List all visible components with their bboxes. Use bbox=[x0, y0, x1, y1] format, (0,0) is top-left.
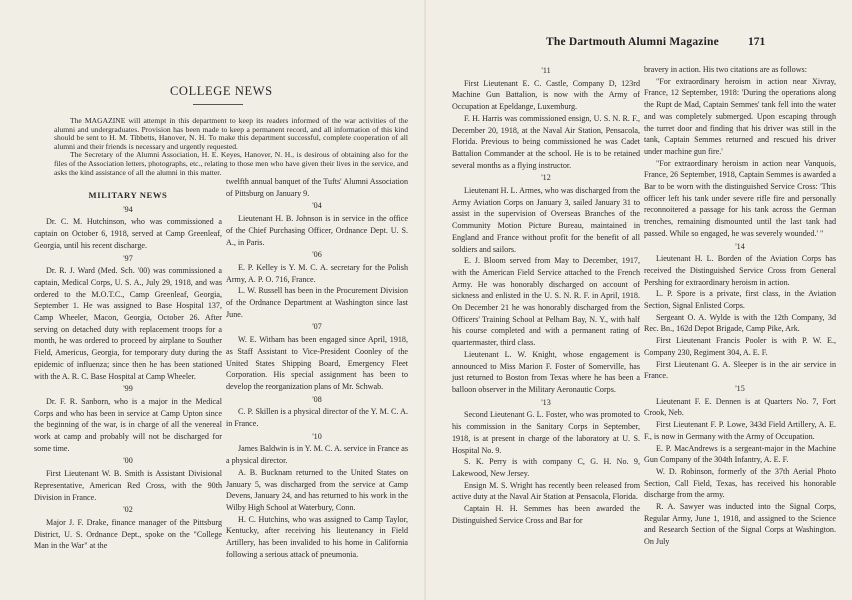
news-item: Lieutenant H. L. Armes, who was discharged from the Army Aviation Corps on January 3, sailed January 31 to assist in the supervision of Overseas Branches of the Community Motion Picture Bureau, maintained in England and France without profit for the benefit of all soldiers and sailors. bbox=[452, 186, 640, 254]
class-year: '15 bbox=[735, 383, 745, 393]
news-item: F. H. Harris was commissioned ensign, U. S. N. R. F., December 20, 1918, at the Naval Air Station, Pensacola, Florida. Previous to being commissioned he was Cadet Battalion Commander at the school. He is to be retained several months as a flying instructor. bbox=[452, 113, 640, 170]
news-item: Captain H. H. Semmes has been awarded the Distinguished Service Cross and Bar for bbox=[452, 504, 640, 525]
news-item: James Baldwin is in Y. M. C. A. service in France as a physical director. bbox=[226, 444, 408, 466]
news-item: Lieutenant H. L. Borden of the Aviation Corps has received the Distinguished Service Cross from General Pershing for extraordinary heroism in action. bbox=[644, 254, 836, 287]
class-year: '10 bbox=[312, 431, 322, 441]
citation-quote: "For extraordinary heroism in action near Vanquois, France, 26 September, 1918, Captain Semmes is awarded a Bar to be worn with the distinguished Service Cross: 'This officer left his tank under severe rifle fire and personally reconnoitered a passage for his tank across the German trenches, remaining dismounted until the last tank had passed. While so engaged, he was severely wounded.' " bbox=[644, 158, 836, 238]
news-item: A. B. Bucknam returned to the United States on January 5, was discharged from the service at Camp Devens, January 24, and has returned to his work in the Wilby High School at Waterbury, Conn. bbox=[226, 467, 408, 512]
magazine-title: The Dartmouth Alumni Magazine bbox=[546, 36, 719, 48]
class-year: '94 bbox=[123, 204, 133, 214]
news-item: Lieutenant F. E. Dennen is at Quarters No. 7, Fort Crook, Neb. bbox=[644, 396, 836, 418]
left-column-1 bbox=[34, 190, 222, 552]
news-item-continued: bravery in action. His two citations are as follows: bbox=[644, 65, 807, 74]
news-item: Major J. F. Drake, finance manager of the Pittsburg District, U. S. Ordnance Dept., spoke on the "College Man in the War" at the bbox=[34, 517, 222, 551]
intro-notice bbox=[54, 117, 408, 177]
news-item-continued: twelfth annual banquet of the Tufts' Alumni Association of Pittsburg on January 9. bbox=[226, 177, 408, 198]
news-item: First Lieutenant G. A. Sleeper is in the air service in France. bbox=[644, 359, 836, 381]
right-column-2 bbox=[644, 64, 836, 548]
citation-quote: "For extraordinary heroism in action near Xivray, France, 12 September, 1918: 'During the operations along the Rupt de Mad, Captain Semmes' tank fell into the water and was completely submerged. Upon escaping through the turret door and finding that his driver was still in the tank, Captain Semmes returned and rescued his driver under machine gun fire.' bbox=[644, 76, 836, 156]
class-year: '00 bbox=[123, 456, 133, 466]
news-item: E. P. Kelley is Y. M. C. A. secretary for the Polish Army, A. P. O. 716, France. bbox=[226, 262, 408, 284]
class-year: '02 bbox=[123, 505, 133, 515]
news-item: First Lieutenant W. B. Smith is Assistant Divisional Representative, American Red Cross, with the 90th Division in France. bbox=[34, 469, 222, 502]
news-item: Second Lieutenant G. L. Foster, who was promoted to his commission in the Sanitary Corps in September, 1918, is at present in charge of the laboratory at U. S. Hospital No. 9. bbox=[452, 410, 640, 455]
news-item: C. P. Skillen is a physical director of the Y. M. C. A. in France. bbox=[226, 407, 408, 429]
news-item: W. E. Witham has been engaged since April, 1918, as Staff Assistant to Vice-President Coonley of the United States Shipping Board, Emergency Fleet Corporation. His special assignment has been to develop the reorganization plans of Mr. Schwab. bbox=[226, 335, 408, 391]
page-number: 171 bbox=[748, 36, 766, 48]
news-item: Sergeant O. A. Wylde is with the 12th Company, 3d Rec. Bn., 162d Depot Brigade, Camp Pike, Ark. bbox=[644, 312, 836, 334]
news-item: First Lieutenant F. P. Lowe, 343d Field Artillery, A. E. F., is now in Germany with the Army of Occupation. bbox=[644, 420, 836, 441]
left-page bbox=[0, 0, 424, 600]
news-item: Dr. F. R. Sanborn, who is a major in the Medical Corps and who has been in service at Camp Upton since the beginning of the war, is in charge of all the venereal work at camp and probably will not be discharged for some time. bbox=[34, 396, 222, 453]
news-item: W. D. Robinson, formerly of the 37th Aerial Photo Section, Call Field, Texas, has received his honorable discharge from the army. bbox=[644, 466, 836, 500]
right-column-1 bbox=[452, 64, 640, 526]
class-year: '99 bbox=[123, 384, 133, 394]
class-year: '08 bbox=[312, 394, 322, 404]
class-year: '13 bbox=[541, 397, 551, 407]
section-title: COLLEGE NEWS bbox=[170, 84, 273, 98]
news-item: First Lieutenant Francis Pooler is with P. W. E., Company 230, Regiment 304, A. E. F. bbox=[644, 336, 836, 357]
news-item: First Lieutenant E. C. Castle, Company D, 123rd Machine Gun Battalion, is now with the Army of Occupation at Epeldange, Luxemburg. bbox=[452, 78, 640, 112]
class-year: '11 bbox=[541, 66, 551, 75]
news-item: R. A. Sawyer was inducted into the Signal Corps, Regular Army, June 1, 1918, and assigned to the Science and Research Section of the Signal Corps at Washington. On July bbox=[644, 502, 836, 547]
news-item: H. C. Hutchins, who was assigned to Camp Taylor, Kentucky, after receiving his lieutenancy in Field Artillery, has been invalided to his home in California following a serious attack of pneumonia. bbox=[226, 514, 408, 559]
news-item: E. J. Bloom served from May to December, 1917, with the American Field Service attached to the French Army. He was honorably discharged on account of sickness and enlisted in the U. S. N. R. F. in April, 1918. On December 21 he was honorably discharged from the Officers' Training School at Pelham Bay, N. Y., with half his course completed and with a permanent rating of quartermaster, third class. bbox=[452, 256, 640, 348]
news-item: Lieutenant H. B. Johnson is in service in the office of the Chief Purchasing Officer, Ordnance Dept. U. S. A., in Paris. bbox=[226, 214, 408, 247]
class-year: '07 bbox=[312, 322, 322, 332]
news-item: L. W. Russell has been in the Procurement Division of the Ordnance Department at Washington since last June. bbox=[226, 286, 408, 319]
class-year: '12 bbox=[541, 173, 551, 183]
right-page bbox=[426, 0, 852, 600]
news-item: L. P. Spore is a private, first class, in the Aviation Section, Signal Enlisted Corps. bbox=[644, 289, 836, 311]
class-year: '06 bbox=[312, 250, 322, 260]
class-year: '14 bbox=[735, 241, 745, 251]
news-item: Ensign M. S. Wright has recently been released from active duty at the Naval Air Station at Pensacola, Florida. bbox=[452, 480, 640, 502]
news-item: E. P. MacAndrews is a sergeant-major in the Machine Gun Company of the 304th Infantry, A. E. F. bbox=[644, 443, 836, 465]
title-rule bbox=[193, 104, 243, 105]
intro-paragraph: The MAGAZINE will attempt in this department to keep its readers informed of the war activities of the alumni and undergraduates. Provision has been made to keep a permanent record, and all information of this kind should be sent to H. M. Tibbetts, Hanover, N. H. To make this department successful, complete cooperation of all alumni and their friends is necessary and urgently requested. bbox=[54, 116, 408, 151]
news-item: Dr. R. J. Ward (Med. Sch. '00) was commissioned a captain, Medical Corps, U. S. A., July 29, 1918, and was ordered to the M.O.T.C., Camp Greenleaf, Georgia, September 1. He was assigned to Base Hospital 137, Camp Wheeler, Macon, Georgia, October 26. After serving on detached duty with replacement troops for a month, he was ordered to proceed by airplane to Souther Field, Americus, Georgia, for temporary duty during the epidemic of influenza; since then he has been stationed with the A. R. C. Base Hospital at Camp Wheeler. bbox=[34, 266, 222, 381]
military-news-heading: MILITARY NEWS bbox=[88, 190, 168, 200]
intro-paragraph: The Secretary of the Alumni Association, H. E. Keyes, Hanover, N. H., is desirous of obtaining also for the files of the Association letters, photographs, etc., relating to those men who have given their lives in the service, and asks the kind assistance of all the alumni in this matter. bbox=[54, 150, 408, 177]
left-column-2 bbox=[226, 176, 408, 561]
news-item: Dr. C. M. Hutchinson, who was commissioned a captain on October 6, 1918, served at Camp Greenleaf, Georgia, until his recent discharge. bbox=[34, 217, 222, 250]
class-year: '04 bbox=[312, 201, 322, 211]
news-item: Lieutenant L. W. Knight, whose engagement is announced to Miss Marion F. Foster of Somerville, has just returned to Boston from Texas where he has been a balloon observer in the Military Aeronautic Corps. bbox=[452, 349, 640, 394]
class-year: '97 bbox=[123, 253, 133, 263]
news-item: S. K. Perry is with company C, G. H. No. 9, Lakewood, New Jersey. bbox=[452, 457, 640, 478]
